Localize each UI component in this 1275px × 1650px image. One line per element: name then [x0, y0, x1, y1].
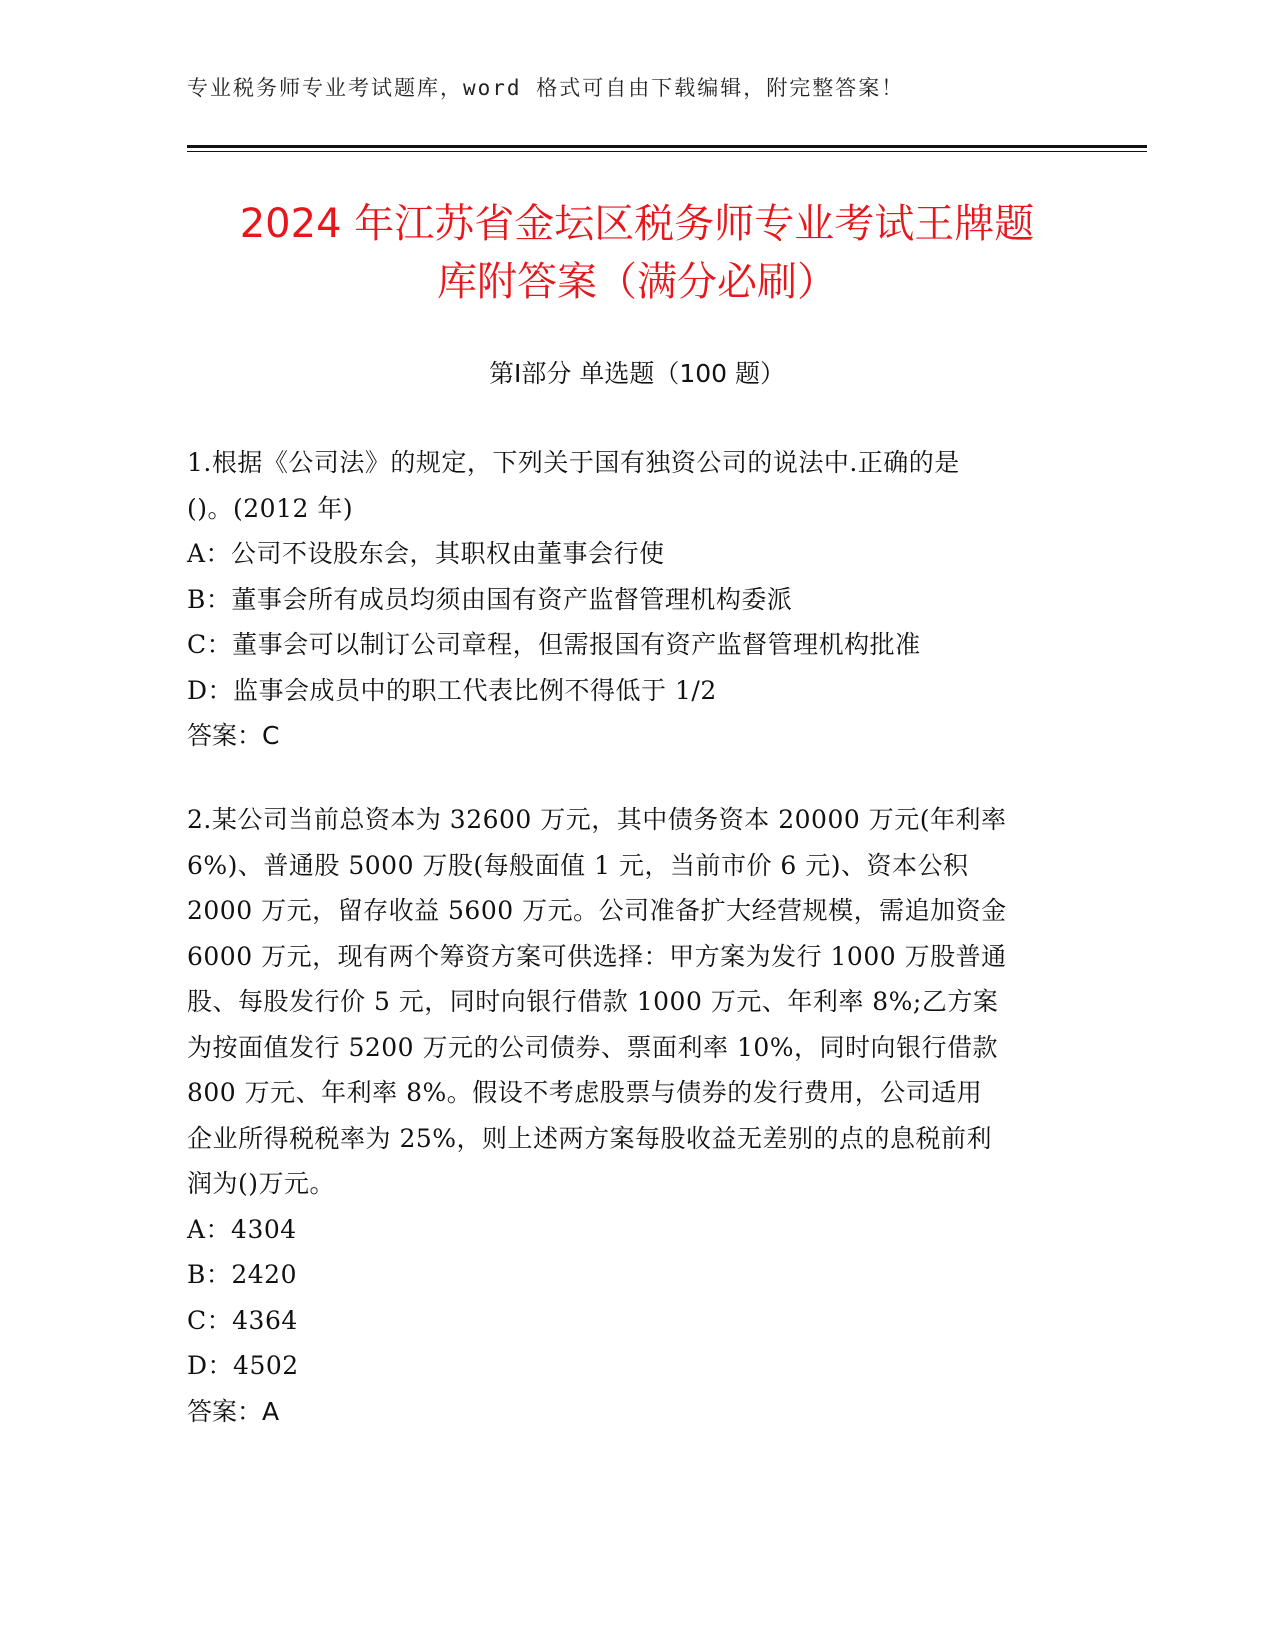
option-c: C：4364 [187, 1305, 298, 1335]
option-d: D：监事会成员中的职工代表比例不得低于 1/2 [187, 675, 717, 705]
answer: 答案：C [187, 721, 280, 750]
question-stem-line: 6000 万元，现有两个筹资方案可供选择：甲方案为发行 1000 万股普通 [187, 941, 1007, 971]
question-stem-line: ()。(2012 年) [187, 493, 354, 523]
header-rule-thin [187, 151, 1147, 152]
question-2 [187, 797, 1087, 1434]
question-stem-line: 1.根据《公司法》的规定，下列关于国有独资公司的说法中.正确的是 [187, 448, 960, 477]
option-c: C：董事会可以制订公司章程，但需报国有资产监督管理机构批准 [187, 630, 921, 659]
title-line-2: 库附答案（满分必刷） [437, 259, 837, 305]
question-1 [187, 440, 1087, 759]
header-rule-thick [187, 145, 1147, 148]
question-stem-line: 2000 万元，留存收益 5600 万元。公司准备扩大经营规模，需追加资金 [187, 896, 1007, 925]
option-b: B：2420 [187, 1260, 297, 1289]
document-title [187, 195, 1087, 311]
option-d: D：4502 [187, 1351, 299, 1380]
question-stem-line: 800 万元、年利率 8%。假设不考虑股票与债券的发行费用，公司适用 [187, 1078, 983, 1107]
answer: 答案：A [187, 1396, 280, 1426]
option-b: B：董事会所有成员均须由国有资产监督管理机构委派 [187, 584, 793, 614]
question-stem-line: 为按面值发行 5200 万元的公司债券、票面利率 10%，同时向银行借款 [187, 1032, 999, 1062]
option-a: A：4304 [187, 1214, 297, 1244]
question-stem-line: 润为()万元。 [187, 1169, 336, 1198]
question-stem-line: 2.某公司当前总资本为 32600 万元，其中债务资本 20000 万元(年利率 [187, 805, 1007, 834]
question-stem-line: 股、每股发行价 5 元，同时向银行借款 1000 万元、年利率 8%;乙方案 [187, 987, 999, 1016]
header-note: 专业税务师专业考试题库，word 格式可自由下载编辑，附完整答案！ [187, 76, 905, 100]
question-stem-line: 6%)、普通股 5000 万股(每般面值 1 元，当前市价 6 元)、资本公积 [187, 850, 969, 880]
section-heading: 第Ⅰ部分 单选题（100 题） [489, 359, 785, 388]
title-line-1: 2024 年江苏省金坛区税务师专业考试王牌题 [239, 201, 1035, 247]
option-a: A：公司不设股东会，其职权由董事会行使 [187, 539, 665, 568]
question-stem-line: 企业所得税税率为 25%，则上述两方案每股收益无差别的点的息税前利 [187, 1123, 993, 1153]
